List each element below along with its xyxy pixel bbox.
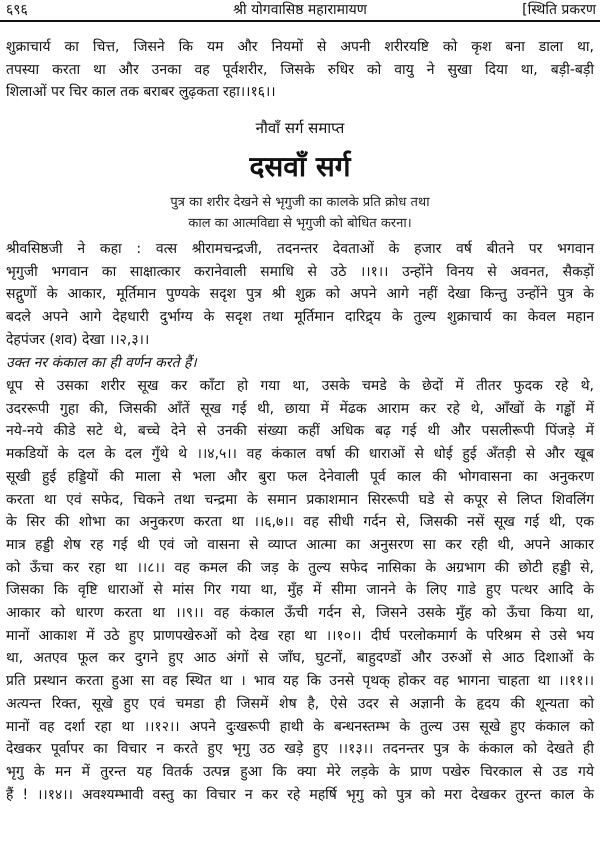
chapter-title: दसवाँ सर्ग — [249, 150, 351, 183]
book-title: श्री योगवासिष्ठ महारामायण — [233, 2, 367, 18]
page-number: ६९६ — [6, 2, 28, 18]
text-line: मकडियों के दल के दल गुँथे थे ।।४,५।। वह कंकाल वर्षा की धाराओं से धोई हुई अँतड़ी से और खूब — [6, 446, 594, 463]
text-line: अत्यन्त रिक्त, सूखे हुए एवं चमडा ही जिसमें शेष है, ऐसे उदर से अज्ञानी के हृदय की शून्यता को — [6, 695, 594, 712]
text-line: करता था एवं सफेद, चिकने तथा चन्द्रमा के समान प्रकाशमान सिररूपी घडे से कपूर से लिप्त शिवलिंग — [6, 491, 594, 508]
intro-line: उक्त नर कंकाल का ही वर्णन करते हैं। — [6, 354, 197, 371]
text-line: बदले अपने आगे देहधारी दुर्भाग्य के सदृश तथा मूर्तिमान दारिद्र्य के तुल्य शुक्राचार्य का केवल महान — [6, 309, 594, 326]
text-line: मानों आकाश में उठे हुए प्राणपखेरुओं को देख रहा था ।।१०।। दीर्घ परलोकमार्ग के परिश्रम से उसे भय — [6, 627, 594, 644]
text-line: शुक्राचार्य का चित्त, जिसने कि यम और नियमों से अपनी शरीरयष्टि को कृश बना डाला था, — [6, 39, 594, 55]
text-line: हैं ! ।।१४।। अवश्यम्भावी वस्तु का विचार न कर रहे महर्षि भृगु को पुत्र को मरा देखकर तुरन्त काल के — [6, 786, 594, 803]
text-line: था, अतएव फूल कर दुगने हुए आठ अंगों से जाँघ, घुटनों, बाहुदण्डों और उरुओं से आठ दिशाओं के — [6, 650, 594, 667]
paragraph-1 — [6, 238, 594, 374]
text-line: भृगुजी भगवान का साक्षात्कार करानेवाली समाधि से उठे ।।१।। उन्होंने विनय से अवनत, सैकड़ों — [6, 263, 594, 280]
text-line: उदररूपी गुहा की, जिसकी आँतें सूख गई थी, छाया में मेंढक आराम कर रहे थे, आँखों के गड्ढों में — [6, 400, 594, 417]
page-header — [0, 0, 600, 22]
text-line: प्रति प्रस्थान करता हुआ सा वह स्थित था । भाव यह कि उनसे पृथक् होकर वह भागना चाहता था ।।११।। — [6, 673, 594, 690]
text-line: धूप से उसका शरीर सूख कर काँटा हो गया था, उसके चमडे के छेदों में तीतर फुदक रहे थे, — [6, 378, 594, 394]
text-line: आकार को धारण करता था ।।९।। वह कंकाल ऊँची गर्दन से, जिसने उसके मुँह को ऊँचा किया था, — [6, 605, 594, 622]
text-line: जिसका कि वृष्टि धाराओं से मांस गिर गया था, मुँह में सीमा जानने के लिए गाडे हुए पत्थर आदि के — [6, 582, 594, 599]
chapter-end-mark: नौवाँ सर्ग समाप्त — [255, 119, 345, 137]
paragraph-2 — [6, 375, 594, 806]
summary-line: पुत्र का शरीर देखने से भृगुजी का कालके प्रति क्रोध तथा — [170, 195, 430, 210]
text-line: सद्गुणों के आकार, मूर्तिमान पुण्यके सदृश पुत्र श्री शुक्र को अपने आगे नहीं देखा किन्तु उन्होंने पुत्र के — [6, 286, 594, 303]
text-line: को ऊँचा कर रहा था ।।८।। वह कमल की जड़ के तुल्य सफेद नासिका के अग्रभाग की छोटी हड्डी से, — [6, 559, 594, 576]
text-line: नये-नये कीडे सटे थे, बच्चे देने से उनकी संख्या कहीं अधिक बढ़ गई थी और पसलीरूपी पिंजड़े में — [6, 423, 594, 440]
text-line: मानों वह दर्शा रहा था ।।१२।। अपने दुःखरूपी हाथी के बन्धनस्तम्भ के तुल्य उस सूखे हुए कंकाल को — [6, 718, 594, 735]
text-line: शिलाओं पर चिर काल तक बराबर लुढ़कता रहा।।१६।। — [6, 84, 276, 101]
chapter-summary — [0, 192, 600, 234]
text-line: भृगु के मन में तुरन्त यह वितर्क उत्पन्न हुआ कि क्या मेरे लड़के के प्राण पखेरु चिरकाल से उड गये — [6, 763, 594, 780]
text-line: के सिर की शोभा का अनुकरण करता था ।।६,७।। वह सीधी गर्दन से, जिसकी नसें सूख गई थी, एक — [6, 514, 594, 531]
text-line: श्रीवसिष्ठजी ने कहा : वत्स श्रीरामचन्द्रजी, तदनन्तर देवताओं के हजार वर्ष बीतने पर भगवान — [6, 241, 594, 257]
section-name: [स्थिति प्रकरण — [522, 2, 596, 18]
text-line: सूखी हुई हड्डियों की माला से भला और बुरा फल देनेवाली पूर्व काल की भोगवासना का अनुकरण — [6, 468, 594, 485]
summary-line: काल का आत्मविद्या से भृगुजी को बोधित करना। — [188, 216, 412, 231]
text-line: तपस्या करता था और उनका वह पूर्वशरीर, जिसके रुधिर को वायु ने सुखा दिया था, बड़ी-बड़ी — [6, 61, 594, 78]
text-line: मात्र हड्डी शेष रह गई थी एवं जो वासना से व्याप्त आत्मा का अनुसरण सा कर रही थी, अपने आकार — [6, 536, 594, 553]
top-paragraph — [6, 36, 594, 104]
text-line: देखकर पूर्वापर का विचार न करते हुए भृगु उठ खड़े हुए ।।१३।। तदनन्तर पुत्र के कंकाल को देखते ही — [6, 741, 594, 758]
text-line: देहपंजर (शव) देखा ।।२,३।। — [6, 331, 150, 348]
